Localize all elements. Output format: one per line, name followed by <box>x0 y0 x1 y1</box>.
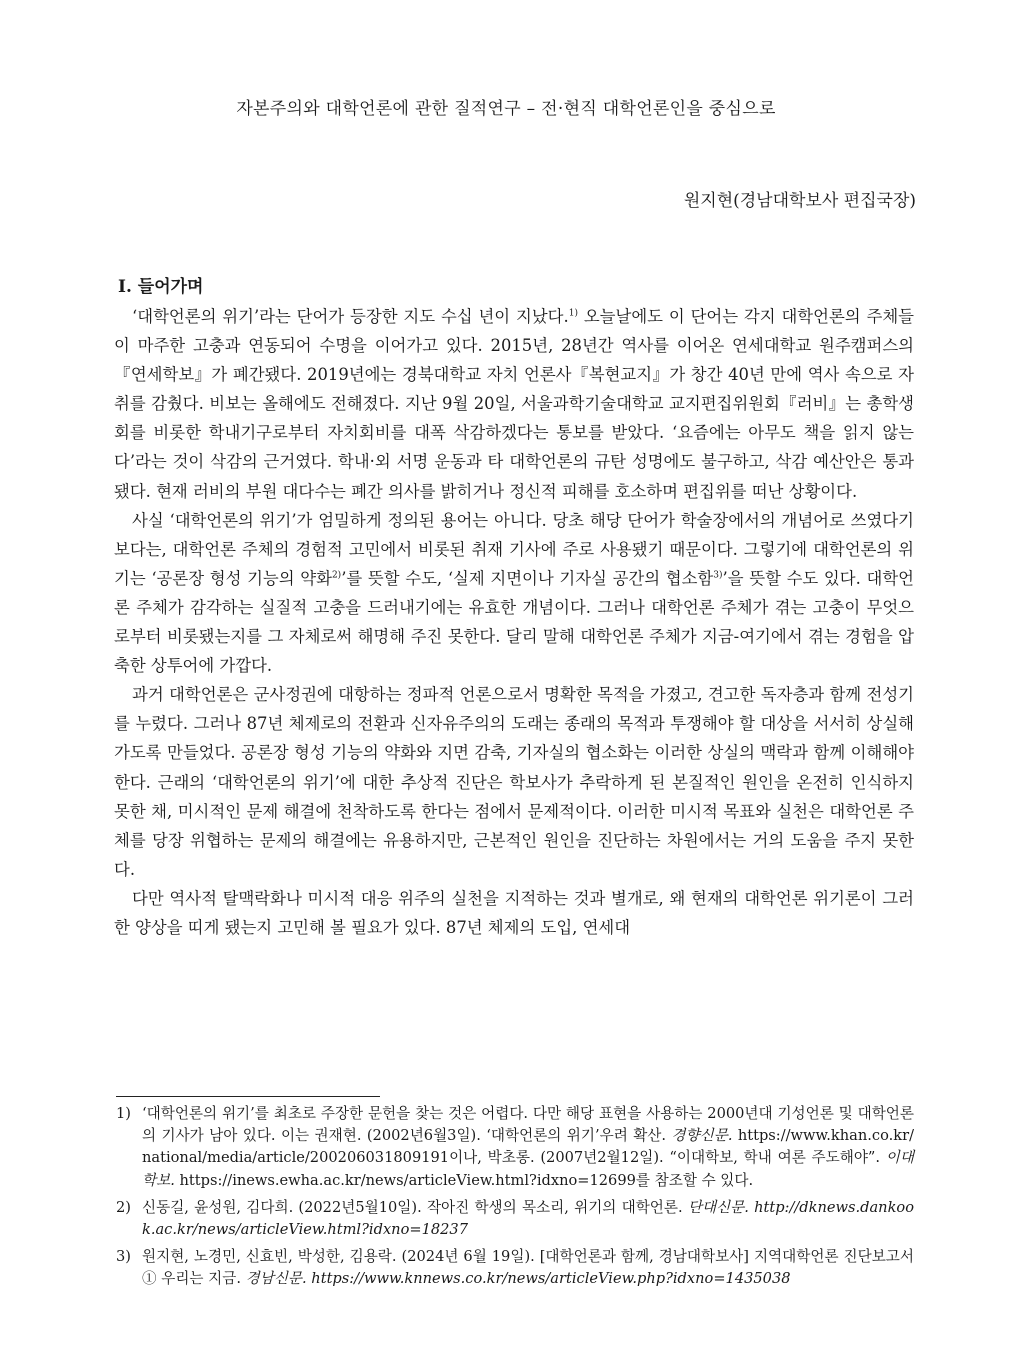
footnote-1-source-2: 이대학보. <box>142 1149 914 1189</box>
paragraph-1-text-b: 오늘날에도 이 단어는 각지 대학언론의 주체들이 마주한 고충과 연동되어 수명을 이어가고 있다. 2015년, 28년간 역사를 이어온 연세대학교 원주캠퍼스의『연세학보』가 폐간됐다. 2019년에는 경북대학교 자치 언론사『복현교지』가 창간 40년 만에 역사 속으로 자취를 감췄다. 비보는 올해에도 전해졌다. 지난 9월 20일, 서울과학기술대학교 교지편집위원회『러비』는 총학생회를 비롯한 학내기구로부터 자치회비를 대폭 삭감하겠다는 통보를 받았다. ‘요즘에는 아무도 책을 읽지 않는다’라는 것이 삭감의 근거였다. 학내·외 서명 운동과 타 대학언론의 규탄 성명에도 불구하고, 삭감 예산안은 통과됐다. 현재 러비의 부원 대다수는 폐간 의사를 밝히거나 정신적 피해를 호소하며 편집위를 떠난 상황이다. <box>114 307 914 501</box>
paragraph-2-text-a: 사실 ‘대학언론의 위기’가 엄밀하게 정의된 용어는 아니다. 당초 해당 단어가 학술장에서의 개념어로 쓰였다기보다는, 대학언론 주체의 경험적 고민에서 비롯된 취재 기사에 주로 사용됐기 때문이다. 그렇기에 대학언론의 위기는 ‘공론장 형성 기능의 약화 <box>114 510 914 588</box>
footnote-1-text-b: https://www.khan.co.kr/national/media/article/200206031809191이나, 박초롱. (2007년2월12일). “이대학보, 학내 여론 주도해야”. <box>142 1127 914 1167</box>
paragraph-2 <box>114 506 914 681</box>
body-text <box>114 302 914 942</box>
footnote-2-number: 2) <box>116 1198 131 1216</box>
footnote-1-text-c: https://inews.ewha.ac.kr/news/articleView.html?idxno=12699를 참조할 수 있다. <box>174 1171 754 1189</box>
footnote-3 <box>116 1246 914 1290</box>
footnote-3-number: 3) <box>116 1248 131 1266</box>
footnote-1 <box>116 1103 914 1192</box>
footnote-divider <box>116 1096 380 1097</box>
footnote-2 <box>116 1197 914 1241</box>
footnote-2-source: 단대신문. http://dknews.dankook.ac.kr/news/articleView.html?idxno=18237 <box>142 1198 915 1239</box>
footnote-1-text <box>142 1103 914 1192</box>
paragraph-4: 다만 역사적 탈맥락화나 미시적 대응 위주의 실천을 지적하는 것과 별개로, 왜 현재의 대학언론 위기론이 그러한 양상을 띠게 됐는지 고민해 볼 필요가 있다. 87년 체제의 도입, 연세대 <box>114 888 914 937</box>
footnote-2-text-a: 신동길, 윤성원, 김다희. (2022년5월10일). 작아진 학생의 목소리, 위기의 대학언론. <box>142 1198 688 1216</box>
footnote-3-text <box>142 1246 914 1290</box>
paragraph-2-text-b: ’를 뜻할 수도, ‘실제 지면이나 기자실 공간의 협소함 <box>341 568 714 588</box>
paragraph-1 <box>114 302 914 506</box>
footnote-3-source: 경남신문. https://www.knnews.co.kr/news/articleView.php?idxno=1435038 <box>245 1270 791 1288</box>
footnote-1-source-1: 경향신문. <box>671 1127 733 1145</box>
footnote-1-text-a: ‘대학언론의 위기’를 최초로 주장한 문헌을 찾는 것은 어렵다. 다만 해당 표현을 사용하는 2000년대 기성언론 및 대학언론의 기사가 남아 있다. 이는 권재현. (2002년6월3일). ‘대학언론의 위기’우려 확산. <box>142 1105 914 1145</box>
footnote-2-text <box>142 1197 914 1241</box>
section-heading: Ⅰ. 들어가며 <box>118 277 204 297</box>
footnote-3-text-a: 원지현, 노경민, 신효빈, 박성한, 김용락. (2024년 6월 19일). [대학언론과 함께, 경남대학보사] 지역대학언론 진단보고서 ① 우리는 지금. <box>142 1248 914 1288</box>
paragraph-1-text-a: ‘대학언론의 위기’라는 단어가 등장한 지도 수십 년이 지났다. <box>132 307 569 326</box>
paragraph-2-text-c: ’을 뜻할 수도 있다. 대학언론 주체가 감각하는 실질적 고충을 드러내기에는 유효한 개념이다. 그러나 대학언론 주체가 겪는 고충이 무엇으로부터 비롯됐는지를 그 자체로써 해명해 주진 못한다. 달리 말해 대학언론 주체가 지금-여기에서 겪는 경험을 압축한 상투어에 가깝다. <box>114 568 914 676</box>
paper-title: 자본주의와 대학언론에 관한 질적연구 – 전·현직 대학언론인을 중심으로 <box>236 99 776 119</box>
footnote-1-number: 1) <box>116 1105 131 1122</box>
author-line: 원지현(경남대학보사 편집국장) <box>683 191 916 211</box>
footnote-ref-3: 3) <box>713 570 723 581</box>
paragraph-3: 과거 대학언론은 군사정권에 대항하는 정파적 언론으로서 명확한 목적을 가졌고, 견고한 독자층과 함께 전성기를 누렸다. 그러나 87년 체제로의 전환과 신자유주의의 도래는 종래의 목적과 투쟁해야 할 대상을 서서히 상실해 가도록 만들었다. 공론장 형성 기능의 약화와 지면 감축, 기자실의 협소화는 이러한 상실의 맥락과 함께 이해해야 한다. 근래의 ‘대학언론의 위기’에 대한 추상적 진단은 학보사가 추락하게 된 본질적인 원인을 온전히 인식하지 못한 채, 미시적인 문제 해결에 천착하도록 한다는 점에서 문제적이다. 이러한 미시적 목표와 실천은 대학언론 주체를 당장 위협하는 문제의 해결에는 유용하지만, 근본적인 원인을 진단하는 차원에서는 거의 도움을 주지 못한다. <box>114 685 914 879</box>
footnotes <box>116 1103 914 1296</box>
footnote-ref-1: 1) <box>568 308 578 319</box>
footnote-ref-2: 2) <box>331 570 342 581</box>
